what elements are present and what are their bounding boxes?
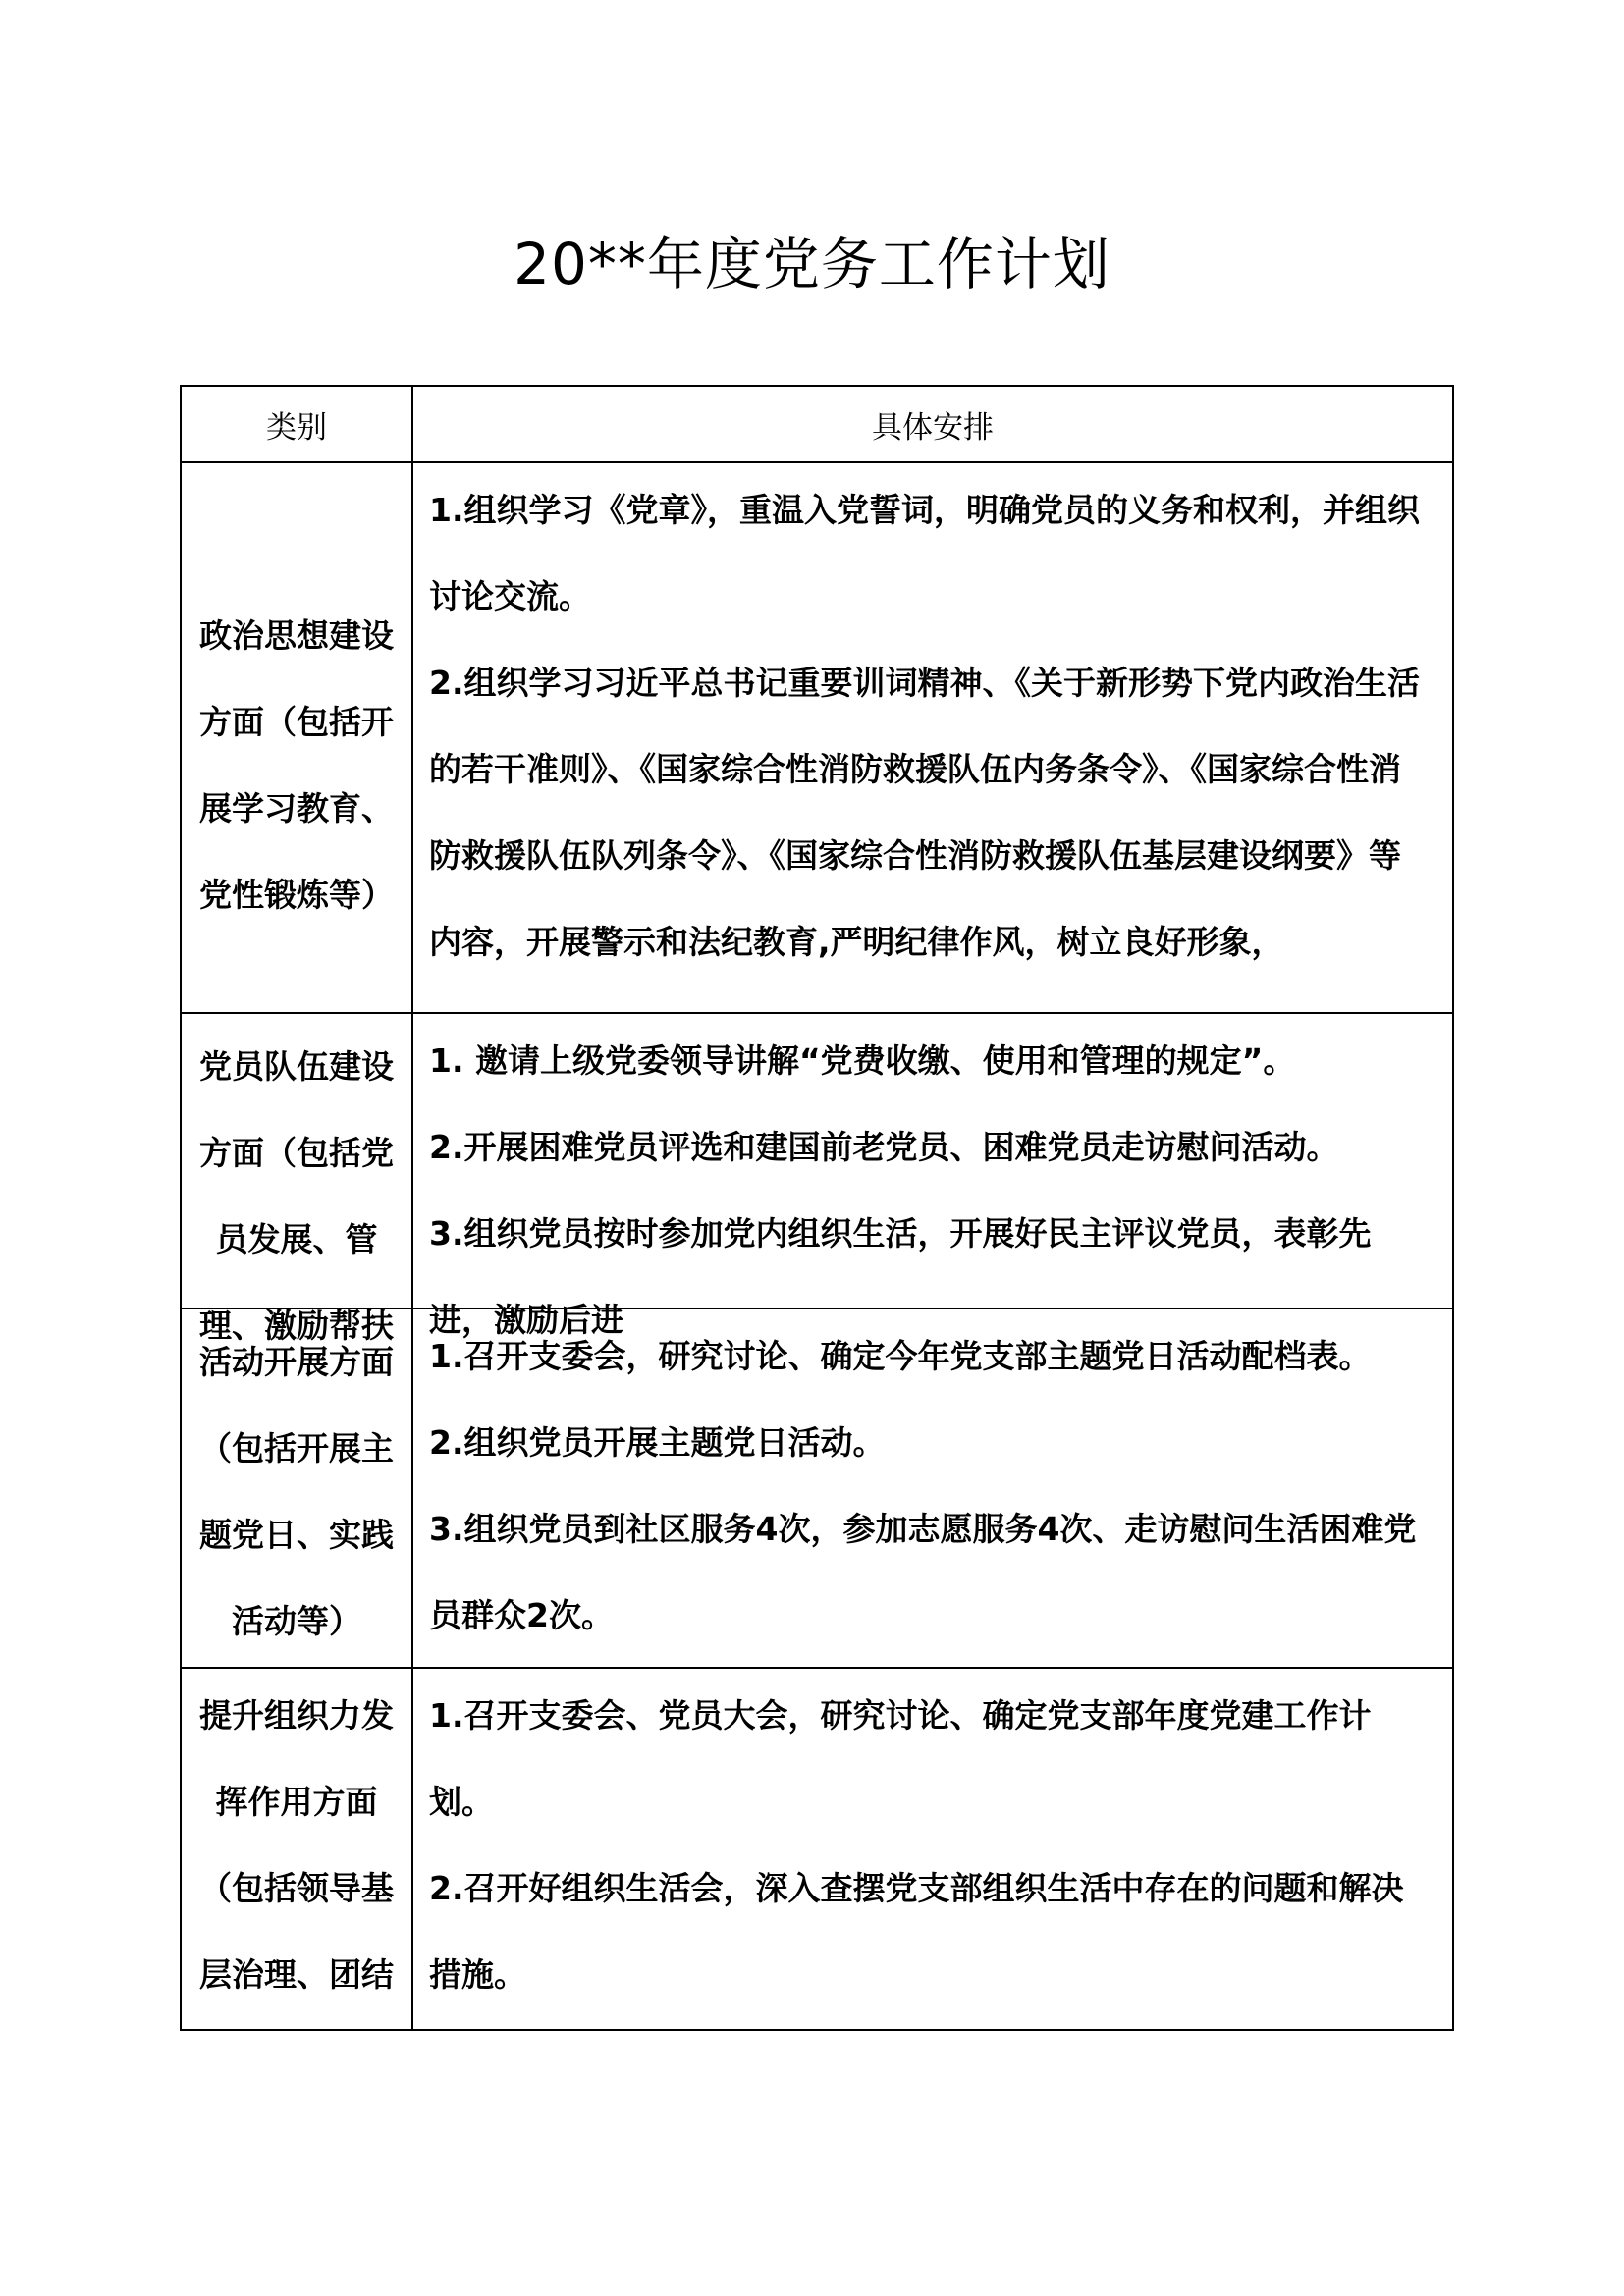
list-item: 1. 邀请上级党委领导讲解“党费收缴、使用和管理的规定”。	[429, 1041, 1296, 1080]
header-arrangement: 具体安排	[412, 386, 1453, 462]
category-cell: 党员队伍建设方面（包括党员发展、管理、激励帮扶	[199, 1047, 394, 1345]
list-item: 1.召开支委会、党员大会，研究讨论、确定党支部年度党建工作计划。	[429, 1696, 1372, 1821]
list-item: 3.组织党员按时参加党内组织生活，开展好民主评议党员，表彰先进，激励后进	[429, 1214, 1372, 1339]
list-item: 2.组织党员开展主题党日活动。	[429, 1423, 886, 1462]
table-row	[181, 1308, 1453, 1668]
list-item: 3.组织党员到社区服务4次，参加志愿服务4次、走访慰问生活困难党员群众2次。	[429, 1510, 1417, 1634]
arrangement-cell	[413, 463, 1452, 1012]
header-category: 类别	[181, 386, 412, 462]
table-row	[181, 462, 1453, 1013]
work-plan-table	[180, 385, 1454, 2031]
list-item: 1.组织学习《党章》，重温入党誓词，明确党员的义务和权利，并组织讨论交流。	[429, 491, 1420, 615]
arrangement-cell	[413, 1014, 1452, 1339]
list-item: 2.召开好组织生活会，深入查摆党支部组织生活中存在的问题和解决措施。	[429, 1869, 1404, 1994]
page-title: 20**年度党务工作计划	[514, 231, 1110, 297]
category-cell: 活动开展方面（包括开展主题党日、实践活动等）	[199, 1343, 394, 1640]
list-item: 1.召开支委会，研究讨论、确定今年党支部主题党日活动配档表。	[429, 1337, 1372, 1375]
table-row	[181, 1013, 1453, 1308]
table-row	[181, 1668, 1453, 2030]
list-item: 2.开展困难党员评选和建国前老党员、困难党员走访慰问活动。	[429, 1128, 1339, 1166]
arrangement-cell	[413, 1309, 1452, 1667]
table-header-row	[181, 386, 1453, 462]
arrangement-cell	[413, 1669, 1452, 2029]
list-item: 2.组织学习习近平总书记重要训词精神、《关于新形势下党内政治生活的若干准则》、《国家综合性消防救援队伍内务条令》、《国家综合性消防救援队伍队列条令》、《国家综合性消防救援队伍基层建设纲要》等内容，开展警示和法纪教育,严明纪律作风，树立良好形象，	[429, 664, 1420, 961]
category-cell: 政治思想建设方面（包括开展学习教育、党性锻炼等）	[199, 616, 394, 914]
category-cell: 提升组织力发挥作用方面（包括领导基层治理、团结	[199, 1696, 394, 1994]
